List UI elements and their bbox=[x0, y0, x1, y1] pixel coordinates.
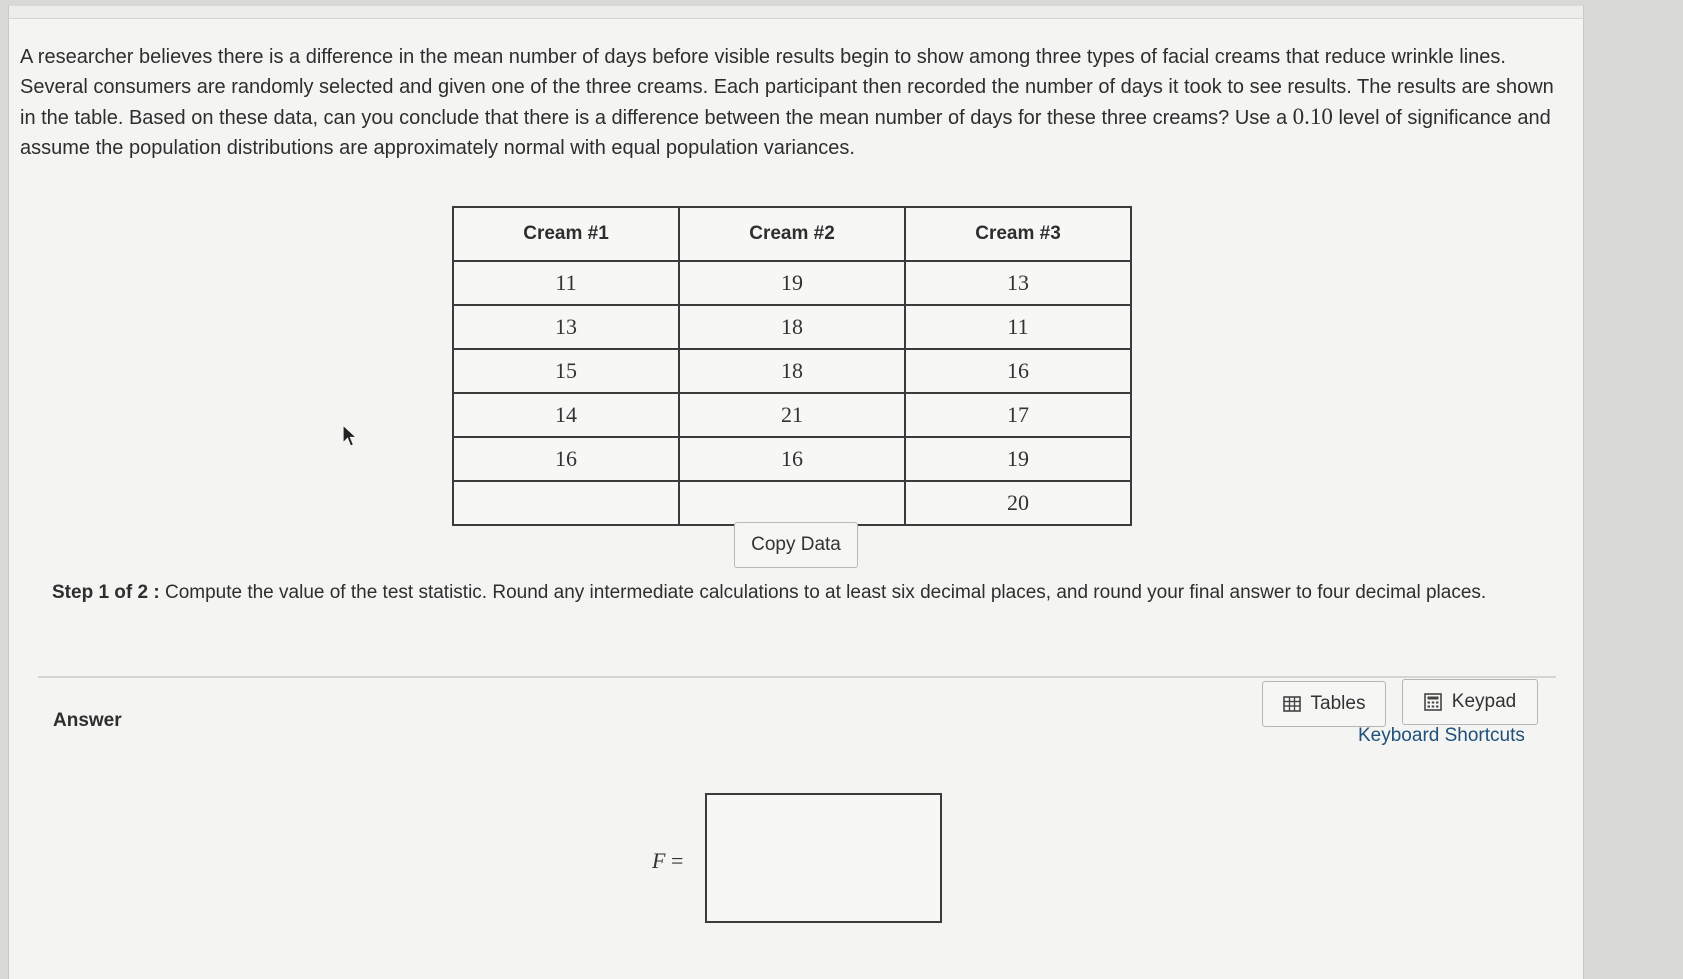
table-header-row bbox=[453, 207, 1131, 261]
table-cell: 18 bbox=[679, 305, 905, 349]
significance-level: 0.10 bbox=[1292, 104, 1333, 129]
data-table bbox=[452, 206, 1132, 526]
question-text-part1: A researcher believes there is a difference in the mean number of days before visible results begin to show among three types of facial creams that reduce wrinkle lines. Several consumers are randomly selected and given one of the three creams. Each participant then recorded the number of days it took to see results. The results are shown in the table. Based on these data, can you conclude that there is a difference between the mean number of days for these three creams? Use a bbox=[20, 46, 1554, 129]
tables-button[interactable] bbox=[1262, 681, 1386, 727]
table-cell: 11 bbox=[453, 261, 679, 305]
mouse-pointer-icon bbox=[342, 424, 358, 453]
f-statistic-input[interactable] bbox=[705, 793, 942, 923]
table-grid-icon bbox=[1283, 696, 1301, 712]
table-cell: 17 bbox=[905, 393, 1131, 437]
table-cell: 13 bbox=[905, 261, 1131, 305]
table-cell: 11 bbox=[905, 305, 1131, 349]
table-row bbox=[453, 305, 1131, 349]
f-symbol: F bbox=[652, 848, 666, 873]
table-cell: 15 bbox=[453, 349, 679, 393]
question-text-part2: level of significance and assume the population distributions are approximately normal with equal population variances. bbox=[20, 107, 1551, 159]
copy-data-button[interactable]: Copy Data bbox=[734, 522, 858, 568]
keypad-label: Keypad bbox=[1451, 691, 1517, 712]
table-row bbox=[453, 261, 1131, 305]
column-header: Cream #2 bbox=[679, 207, 905, 261]
data-table-container bbox=[452, 206, 1132, 526]
table-cell: 19 bbox=[679, 261, 905, 305]
table-cell bbox=[453, 481, 679, 525]
step-label: Step 1 of 2 : bbox=[52, 582, 160, 603]
tables-label: Tables bbox=[1310, 693, 1366, 714]
table-cell: 14 bbox=[453, 393, 679, 437]
answer-label: Answer bbox=[53, 710, 122, 731]
table-cell: 18 bbox=[679, 349, 905, 393]
table-cell: 16 bbox=[679, 437, 905, 481]
table-row bbox=[453, 437, 1131, 481]
table-cell: 13 bbox=[453, 305, 679, 349]
table-row bbox=[453, 393, 1131, 437]
table-cell: 16 bbox=[905, 349, 1131, 393]
f-statistic-label bbox=[652, 848, 683, 874]
step-text: Compute the value of the test statistic. Round any intermediate calculations to at least six decimal places, and round your final answer to four decimal places. bbox=[159, 582, 1487, 603]
keypad-button[interactable] bbox=[1402, 679, 1538, 725]
section-divider bbox=[38, 676, 1556, 678]
column-header: Cream #3 bbox=[905, 207, 1131, 261]
equals-sign: = bbox=[670, 848, 684, 873]
keyboard-shortcuts-link[interactable]: Keyboard Shortcuts bbox=[1358, 725, 1525, 746]
top-strip bbox=[9, 6, 1583, 19]
column-header: Cream #1 bbox=[453, 207, 679, 261]
table-row bbox=[453, 481, 1131, 525]
calculator-icon bbox=[1424, 693, 1442, 711]
table-row bbox=[453, 349, 1131, 393]
table-cell: 21 bbox=[679, 393, 905, 437]
table-cell: 19 bbox=[905, 437, 1131, 481]
question-text bbox=[20, 42, 1565, 163]
table-cell bbox=[679, 481, 905, 525]
table-cell: 16 bbox=[453, 437, 679, 481]
step-instructions bbox=[52, 578, 1532, 608]
table-cell: 20 bbox=[905, 481, 1131, 525]
